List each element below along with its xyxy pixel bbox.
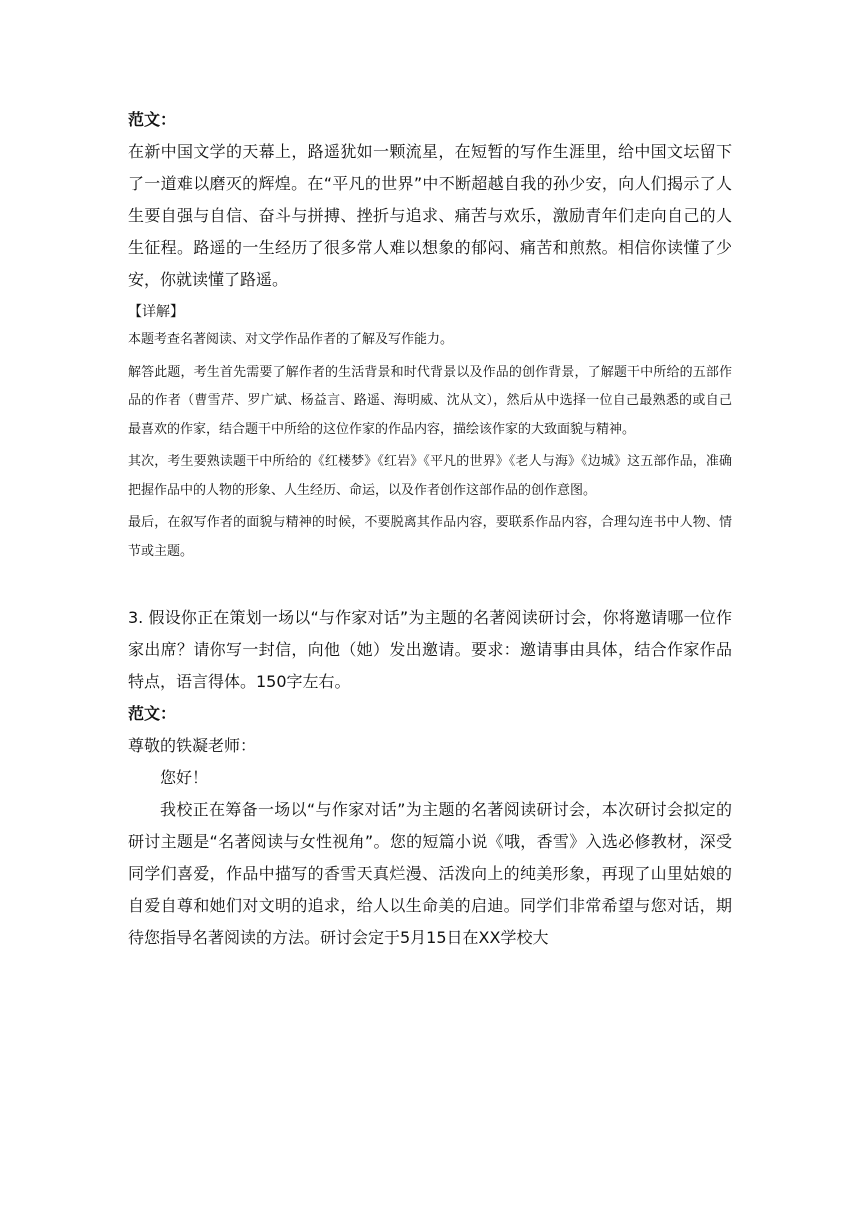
sample-letter-label: 范文： bbox=[128, 704, 177, 723]
explanation-paragraph-3: 其次，考生要熟读题干中所给的《红楼梦》《红岩》《平凡的世界》《老人与海》《边城》这五部作品，准确把握作品中的人物的形象、人生经历、命运，以及作者创作这部作品的创作意图。 bbox=[128, 454, 732, 498]
letter-body: 我校正在筹备一场以“与作家对话”为主题的名著阅读研讨会，本次研讨会拟定的研讨主题是“名著阅读与女性视角”。您的短篇小说《哦，香雪》入选必修教材，深受同学们喜爱，作品中描写的香雪天真烂漫、活泼向上的纯美形象，再现了山里姑娘的自爱自尊和她们对文明的追求，给人以生命美的启迪。同学们非常希望与您对话，期待您指导名著阅读的方法。研讨会定于5月15日在XX学校大 bbox=[128, 800, 732, 947]
section-spacer bbox=[128, 570, 732, 602]
explanation-paragraph-2: 解答此题，考生首先需要了解作者的生活背景和时代背景以及作品的创作背景，了解题干中所给的五部作品的作者（曹雪芹、罗广斌、杨益言、路遥、海明威、沈从文），然后从中选择一位自己最熟悉的或自己最喜欢的作家，结合题干中所给的这位作家的作品内容，描绘该作家的大致面貌与精神。 bbox=[128, 364, 732, 437]
letter-greeting: 您好！ bbox=[160, 768, 209, 787]
sample-essay-paragraph: 在新中国文学的天幕上，路遥犹如一颗流星，在短暂的写作生涯里，给中国文坛留下了一道难以磨灭的辉煌。在“平凡的世界”中不断超越自我的孙少安，向人们揭示了人生要自强与自信、奋斗与拼搏、挫折与追求、痛苦与欢乐，激励青年们走向自己的人生征程。路遥的一生经历了很多常人难以想象的郁闷、痛苦和煎熬。相信你读懂了少安，你就读懂了路遥。 bbox=[128, 142, 732, 289]
letter-salutation: 尊敬的铁凝老师： bbox=[128, 736, 257, 755]
explanation-paragraph-1: 本题考查名著阅读、对文学作品作者的了解及写作能力。 bbox=[128, 332, 454, 347]
explanation-heading: 【详解】 bbox=[128, 304, 184, 320]
sample-essay-label: 范文： bbox=[128, 110, 177, 129]
explanation-paragraph-4: 最后，在叙写作者的面貌与精神的时候，不要脱离其作品内容，要联系作品内容，合理勾连书中人物、情节或主题。 bbox=[128, 515, 732, 559]
document-page bbox=[128, 104, 732, 954]
question-3: 3. 假设你正在策划一场以“与作家对话”为主题的名著阅读研讨会，你将邀请哪一位作家出席？请你写一封信，向他（她）发出邀请。要求：邀请事由具体，结合作家作品特点，语言得体。150字左右。 bbox=[128, 608, 732, 691]
